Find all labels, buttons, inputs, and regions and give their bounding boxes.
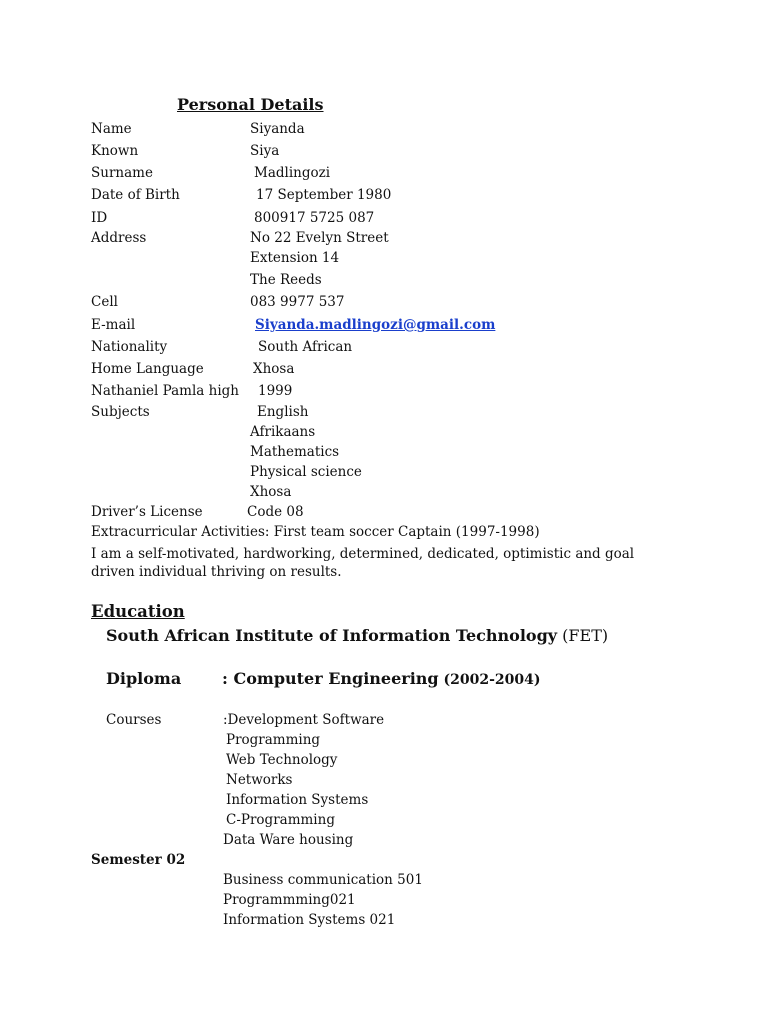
row-label-name: Name [91,121,132,137]
row-value-nationality: South African [258,339,353,355]
course-item: Networks [226,772,293,788]
semester-course-item: Programmming021 [223,892,356,908]
diploma-label: Diploma [106,669,182,688]
row-label-school: Nathaniel Pamla high [91,383,239,399]
row-value-cell: 083 9977 537 [250,294,345,310]
row-value-home-language: Xhosa [253,361,295,377]
course-item: Programming [226,732,321,748]
institution-name: South African Institute of Information Technology [106,626,558,645]
subject-item: Physical science [250,464,362,480]
row-value-surname: Madlingozi [254,165,331,181]
row-label-subjects: Subjects [91,404,150,420]
course-item: C-Programming [226,812,335,828]
row-value-id: 800917 5725 087 [254,210,375,226]
education-heading: Education [91,602,185,621]
row-label-home-language: Home Language [91,361,204,377]
row-value-name: Siyanda [250,121,305,137]
row-value-address-1: No 22 Evelyn Street [250,230,389,246]
row-value-address-3: The Reeds [250,272,322,288]
diploma-value: : Computer Engineering [222,669,439,688]
row-label-id: ID [91,210,108,226]
row-label-nationality: Nationality [91,339,168,355]
row-value-address-2: Extension 14 [250,250,340,266]
row-label-surname: Surname [91,165,153,181]
row-value-school-year: 1999 [258,383,293,399]
row-value-dob: 17 September 1980 [256,187,392,203]
email-link[interactable]: Siyanda.madlingozi@gmail.com [255,317,496,333]
row-value-known: Siya [250,143,280,159]
subject-item: Afrikaans [250,424,316,440]
diploma-years: (2002-2004) [438,672,541,688]
course-item: :Development Software [223,712,385,728]
semester-course-item: Information Systems 021 [223,912,396,928]
semester-label: Semester 02 [91,852,186,868]
row-label-cell: Cell [91,294,118,310]
row-value-drivers-license: Code 08 [247,504,304,520]
diploma-line [222,670,541,689]
row-label-known: Known [91,143,139,159]
subject-item: Xhosa [250,484,292,500]
institution-line [106,627,608,645]
summary-paragraph: I am a self-motivated, hardworking, determined, dedicated, optimistic and goal driven individual thriving on results. [91,546,635,580]
extracurricular-line: Extracurricular Activities: First team soccer Captain (1997-1998) [91,524,540,540]
semester-course-item: Business communication 501 [223,872,423,888]
row-label-dob: Date of Birth [91,187,180,203]
courses-label: Courses [106,712,162,728]
personal-details-heading: Personal Details [177,95,324,114]
subject-item: English [257,404,309,420]
row-label-address: Address [91,230,147,246]
course-item: Data Ware housing [223,832,354,848]
institution-suffix: (FET) [557,626,609,645]
row-label-email: E-mail [91,317,136,333]
course-item: Information Systems [226,792,369,808]
course-item: Web Technology [226,752,338,768]
subject-item: Mathematics [250,444,340,460]
row-label-drivers-license: Driver’s License [91,504,203,520]
